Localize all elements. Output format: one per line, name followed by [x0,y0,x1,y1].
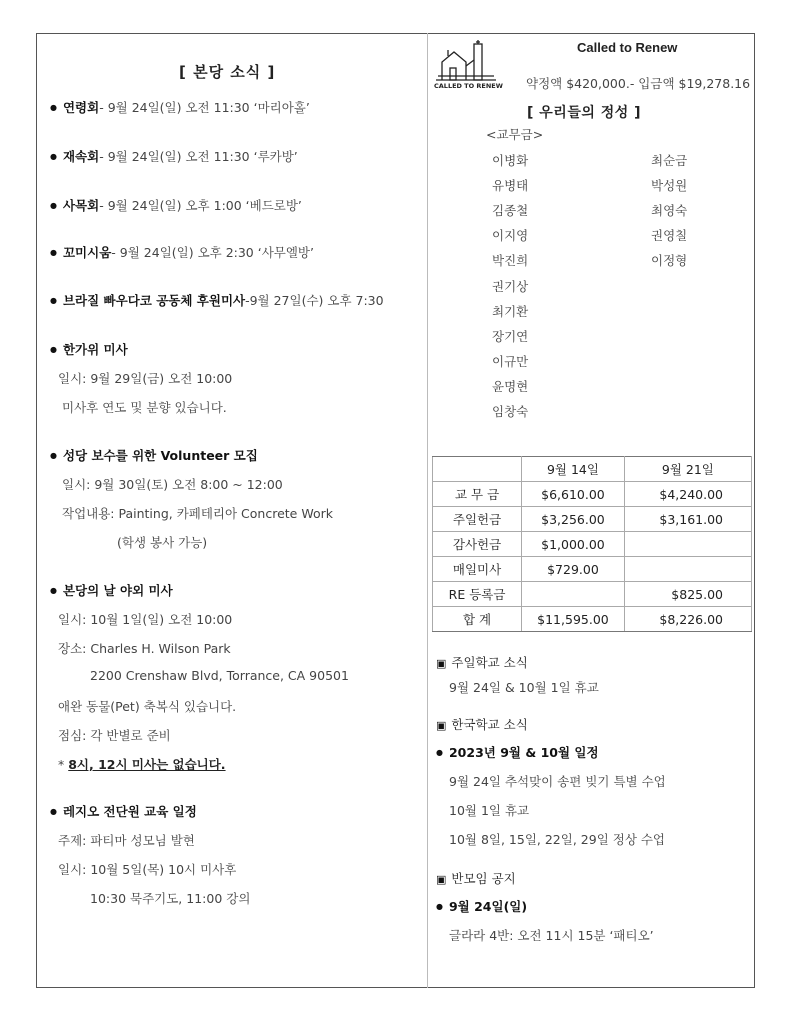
group-notice-detail: 글라라 4반: 오전 11시 15분 ‘패티오’ [449,928,654,943]
list-item [50,291,384,309]
donor-name: 최순금 [651,153,688,168]
table-header: 9월 14일 [522,457,625,482]
list-item [50,196,302,214]
donor-name: 이지영 [492,228,529,244]
donor-name: 권기상 [492,278,529,294]
chuseok-note: 미사후 연도 및 분향 있습니다. [62,400,227,415]
group-notice-title: 반모임 공지 [451,871,516,886]
list-item [50,147,298,165]
row-label: 합 계 [433,607,522,632]
volunteer-students: (학생 봉사 가능) [117,535,208,550]
donor-name: 최영숙 [651,203,688,219]
group-notice-date: ● 9월 24일(일) [436,897,527,915]
lunch-note: 점심: 각 반별로 준비 [58,728,171,743]
note-star: * [58,757,69,772]
legio-schedule: 10:30 묵주기도, 11:00 강의 [90,891,251,906]
item-detail: - 9월 24일(일) 오전 11:30 ‘마리아홀’ [99,100,310,115]
donor-name: 이정형 [651,253,688,269]
item-head: 사목회 [62,198,100,213]
cell-sep14: $729.00 [522,557,625,582]
sunday-school-note: 9월 24일 & 10월 1일 휴교 [449,680,599,695]
donor-name: 김종철 [492,203,529,219]
cell-sep21 [624,532,751,557]
offering-category: <교무금> [486,127,544,142]
korean-school-line: 10월 1일 휴교 [449,803,530,818]
pledge-amounts: 약정액 $420,000.- 입금액 $19,278.16 [526,76,751,91]
sunday-school-heading [436,653,528,671]
table-header-row [433,457,752,482]
donor-name: 이규만 [492,353,529,369]
item-head: 꼬미시움 [62,245,112,260]
outdoor-mass-time: 일시: 10월 1일(일) 오전 10:00 [58,612,233,627]
cell-sep21 [624,557,751,582]
cell-sep21: $3,161.00 [624,507,751,532]
cell-sep21: $825.00 [624,582,751,607]
row-label: RE 등록금 [433,582,522,607]
logo-caption: CALLED TO RENEW [434,82,503,90]
offering-title: [ 우리들의 정성 ] [527,105,642,121]
list-item [50,98,310,116]
cell-sep14: $6,610.00 [522,482,625,507]
table-row [433,507,752,532]
korean-school-heading [436,715,528,733]
table-row [433,582,752,607]
group-notice-heading [436,869,516,887]
outdoor-mass-place: 장소: Charles H. Wilson Park [58,641,231,656]
donor-name: 유병태 [492,178,529,194]
offering-table [432,456,752,632]
called-to-renew-logo [434,40,503,92]
item-head: 연령회 [62,100,100,115]
outdoor-mass-address: 2200 Crenshaw Blvd, Torrance, CA 90501 [90,668,349,683]
list-item [50,243,314,261]
item-detail: - 9월 24일(일) 오전 11:30 ‘루카방’ [99,149,298,164]
cell-sep14 [522,582,625,607]
table-header: 9월 21일 [624,457,751,482]
item-detail: - 9월 24일(일) 오후 1:00 ‘베드로방’ [99,198,302,213]
donor-name: 박성원 [651,178,688,194]
chuseok-heading: ● 한가위 미사 [50,340,128,358]
donor-name: 권영칠 [651,228,688,244]
donor-name: 이병화 [492,153,529,168]
table-row [433,557,752,582]
item-detail: -9월 27일(수) 오후 7:30 [245,293,384,308]
korean-school-line: 9월 24일 추석맞이 송편 빚기 특별 수업 [449,774,666,789]
cell-sep21: $8,226.00 [624,607,751,632]
item-head: 재속회 [62,149,100,164]
donor-name: 최기환 [492,303,529,319]
sunday-school-title: 주일학교 소식 [451,655,528,670]
no-mass-note: 8시, 12시 미사는 없습니다. [68,757,226,772]
volunteer-time: 일시: 9월 30일(토) 오전 8:00 ~ 12:00 [62,477,283,492]
item-detail: - 9월 24일(일) 오후 2:30 ‘사무엘방’ [111,245,314,260]
legio-heading: ● 레지오 전단원 교육 일정 [50,802,197,820]
left-section-title: [ 본당 소식 ] [179,63,276,81]
korean-school-title: 한국학교 소식 [451,717,528,732]
volunteer-heading: ● 성당 보수를 위한 Volunteer 모집 [50,446,258,464]
pet-blessing-note: 애완 동물(Pet) 축복식 있습니다. [58,699,237,714]
donor-name: 임창숙 [492,404,529,419]
cell-sep14: $3,256.00 [522,507,625,532]
table-total-row [433,607,752,632]
donor-name: 장기연 [492,328,529,344]
column-divider [427,33,428,988]
korean-school-line: 10월 8일, 15일, 22일, 29일 정상 수업 [449,832,666,847]
row-label: 주일헌금 [433,507,522,532]
table-row [433,532,752,557]
cell-sep14: $1,000.00 [522,532,625,557]
donor-name: 윤명현 [492,378,529,394]
row-label: 감사헌금 [433,532,522,557]
row-label: 매일미사 [433,557,522,582]
cell-sep21: $4,240.00 [624,482,751,507]
korean-school-schedule-heading: ● 2023년 9월 & 10월 일정 [436,743,599,761]
outdoor-mass-heading: ● 본당의 날 야외 미사 [50,581,173,599]
chuseok-time: 일시: 9월 29일(금) 오전 10:00 [58,371,233,386]
no-mass-notice [58,755,226,773]
donor-name: 박진희 [492,253,529,269]
legio-time: 일시: 10월 5일(목) 10시 미사후 [58,862,237,877]
table-header [433,457,522,482]
row-label: 교 무 금 [433,482,522,507]
cell-sep14: $11,595.00 [522,607,625,632]
legio-topic: 주제: 파티마 성모님 발현 [58,833,195,848]
item-head: 브라질 빠우다코 공동체 후원미사 [62,293,246,308]
table-row [433,482,752,507]
campaign-title: Called to Renew [577,40,678,55]
volunteer-work: 작업내용: Painting, 카페테리아 Concrete Work [62,506,333,521]
